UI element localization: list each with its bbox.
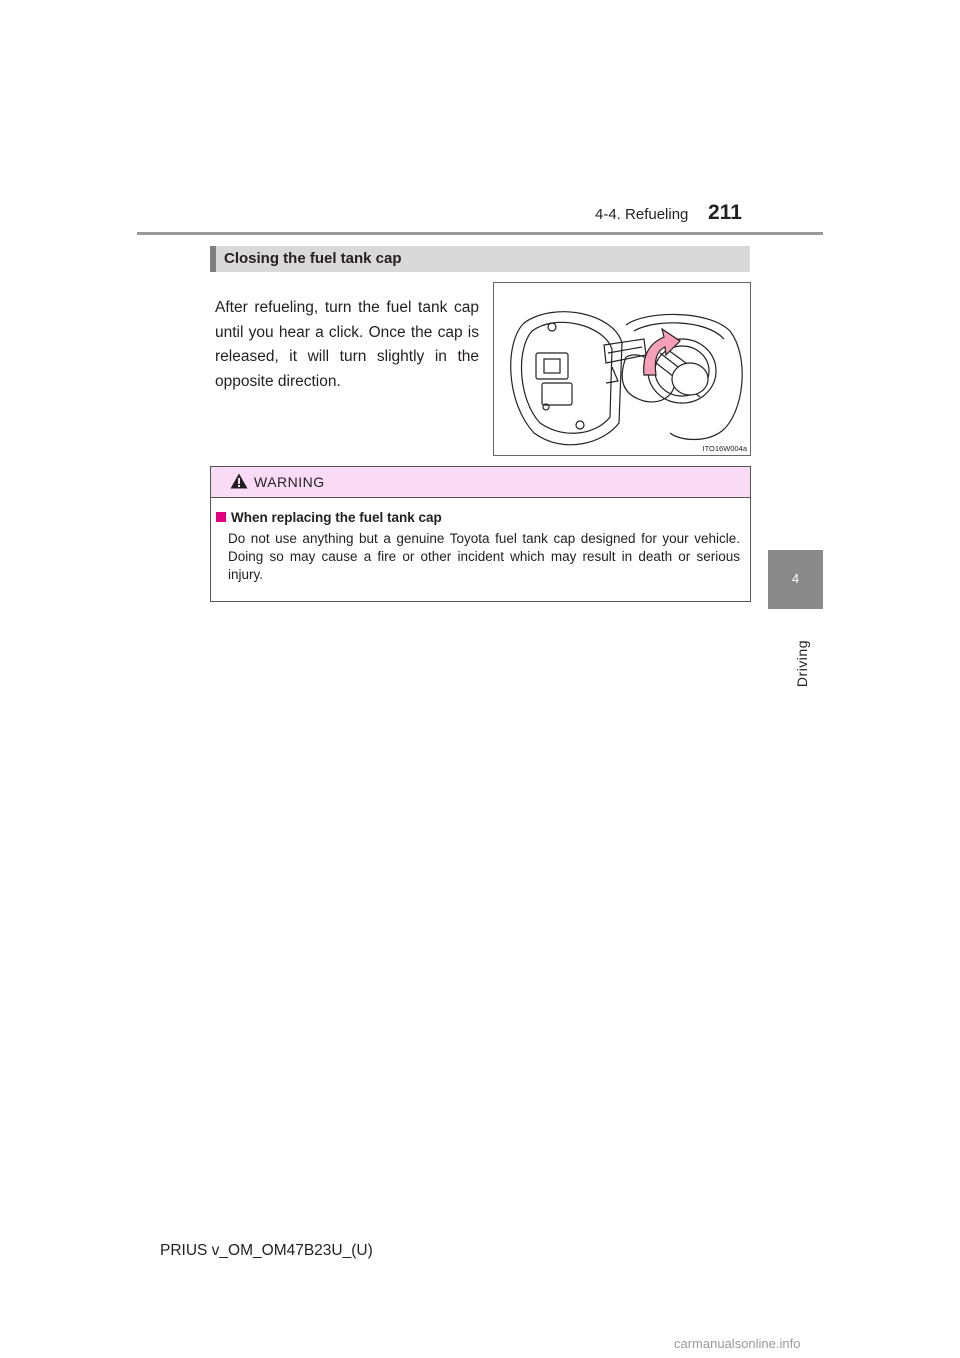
- footer-code: PRIUS v_OM_OM47B23U_(U): [160, 1242, 373, 1259]
- section-heading-text: Closing the fuel tank cap: [224, 250, 402, 267]
- header-section-label: 4-4. Refueling: [595, 206, 689, 223]
- section-heading: [210, 246, 750, 272]
- fuel-door-drawing: [494, 283, 750, 455]
- page-number: 211: [708, 201, 742, 224]
- warning-title: WARNING: [254, 474, 325, 490]
- warning-item-title-text: When replacing the fuel tank cap: [231, 510, 442, 525]
- chapter-label: Driving: [794, 640, 810, 688]
- warning-box: [210, 466, 751, 602]
- warning-item-text: Do not use anything but a genuine Toyota fuel tank cap designed for your vehicle. Doing so may cause a fire or other incident which may result in death or serious injury.: [228, 531, 740, 582]
- warning-item-title: [216, 510, 442, 525]
- bullet-square-icon: [216, 512, 226, 522]
- warning-icon: [230, 473, 248, 489]
- warning-header: [211, 467, 750, 498]
- fuel-cap-illustration: [493, 282, 751, 456]
- figure-code: ITO16W004a: [702, 444, 747, 453]
- section-heading-bar: [210, 246, 216, 272]
- chapter-number: 4: [791, 571, 800, 586]
- body-paragraph: After refueling, turn the fuel tank cap until you hear a click. Once the cap is released, it will turn slightly in the opposite direction.: [215, 299, 479, 390]
- watermark: carmanualsonline.info: [674, 1336, 801, 1351]
- header-divider: [137, 232, 823, 235]
